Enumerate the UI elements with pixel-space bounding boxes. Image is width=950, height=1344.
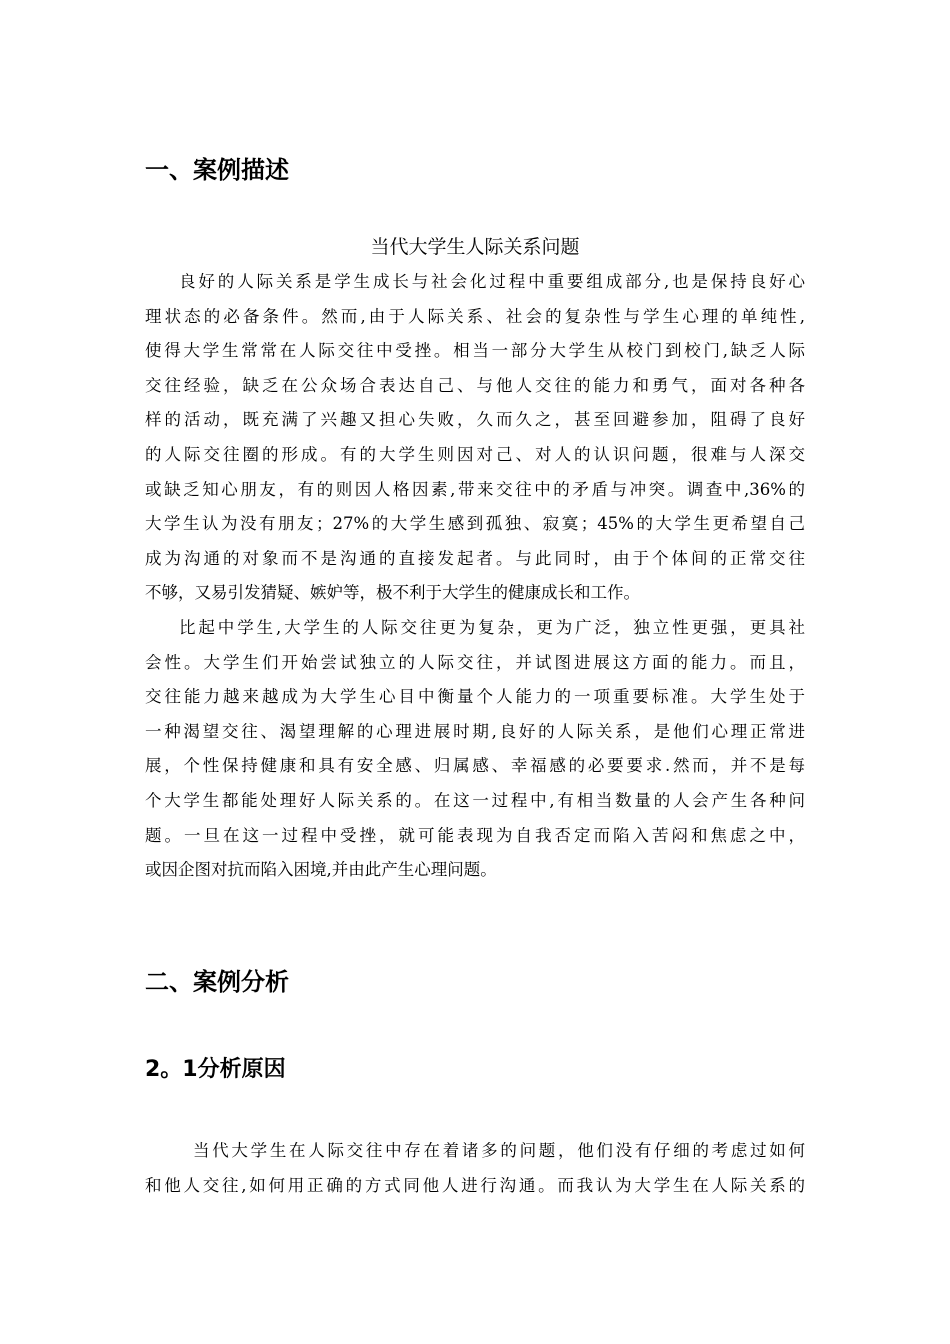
paragraph-line: 成为沟通的对象而不是沟通的直接发起者。与此同时，由于个体间的正常交往 (145, 548, 805, 568)
paragraph-line: 展，个性保持健康和具有安全感、归属感、幸福感的必要要求.然而，并不是每 (145, 756, 805, 776)
paragraph-line: 个大学生都能处理好人际关系的。在这一过程中,有相当数量的人会产生各种问 (145, 790, 805, 810)
section-heading-case-description: 一、案例描述 (145, 156, 289, 184)
subsection-heading-analysis-reasons: 2。1分析原因 (145, 1057, 286, 1082)
paragraph-line: 交往经验，缺乏在公众场合表达自己、与他人交往的能力和勇气，面对各种各 (145, 375, 805, 395)
paragraph-line: 和他人交往,如何用正确的方式同他人进行沟通。而我认为大学生在人际关系的 (145, 1175, 805, 1195)
paragraph-2 (145, 611, 805, 888)
paragraph-line: 的人际交往圈的形成。有的大学生则因对己、对人的认识问题，很难与人深交 (145, 444, 805, 464)
paragraph-line: 一种渴望交往、渴望理解的心理进展时期,良好的人际关系，是他们心理正常进 (145, 721, 805, 741)
paragraph-line: 题。一旦在这一过程中受挫，就可能表现为自我否定而陷入苦闷和焦虑之中， (145, 825, 805, 845)
paragraph-line: 良好的人际关系是学生成长与社会化过程中重要组成部分,也是保持良好心 (179, 272, 805, 291)
paragraph-line: 或缺乏知心朋友，有的则因人格因素,带来交往中的矛盾与冲突。调查中,36%的 (145, 479, 805, 499)
paragraph-line: 大学生认为没有朋友；27%的大学生感到孤独、寂寞；45%的大学生更希望自己 (145, 514, 805, 534)
document-title: 当代大学生人际关系问题 (370, 236, 580, 258)
paragraph-line: 比起中学生,大学生的人际交往更为复杂，更为广泛，独立性更强，更具社 (179, 618, 805, 637)
paragraph-line: 当代大学生在人际交往中存在着诸多的问题，他们没有仔细的考虑过如何 (193, 1141, 805, 1160)
paragraph-line: 不够，又易引发猜疑、嫉妒等，极不利于大学生的健康成长和工作。 (145, 583, 640, 603)
paragraph-line: 或因企图对抗而陷入困境,并由此产生心理问题。 (145, 860, 497, 880)
paragraph-line: 交往能力越来越成为大学生心目中衡量个人能力的一项重要标准。大学生处于 (145, 687, 805, 707)
paragraph-3 (145, 1134, 805, 1203)
paragraph-line: 理状态的必备条件。然而,由于人际关系、社会的复杂性与学生心理的单纯性, (145, 306, 805, 326)
paragraph-line: 会性。大学生们开始尝试独立的人际交往，并试图进展这方面的能力。而且， (145, 652, 805, 672)
section-heading-case-analysis: 二、案例分析 (145, 968, 289, 996)
paragraph-line: 使得大学生常常在人际交往中受挫。相当一部分大学生从校门到校门,缺乏人际 (145, 341, 805, 361)
paragraph-line: 样的活动，既充满了兴趣又担心失败，久而久之，甚至回避参加，阻碍了良好 (145, 410, 805, 430)
paragraph-1 (145, 265, 805, 611)
